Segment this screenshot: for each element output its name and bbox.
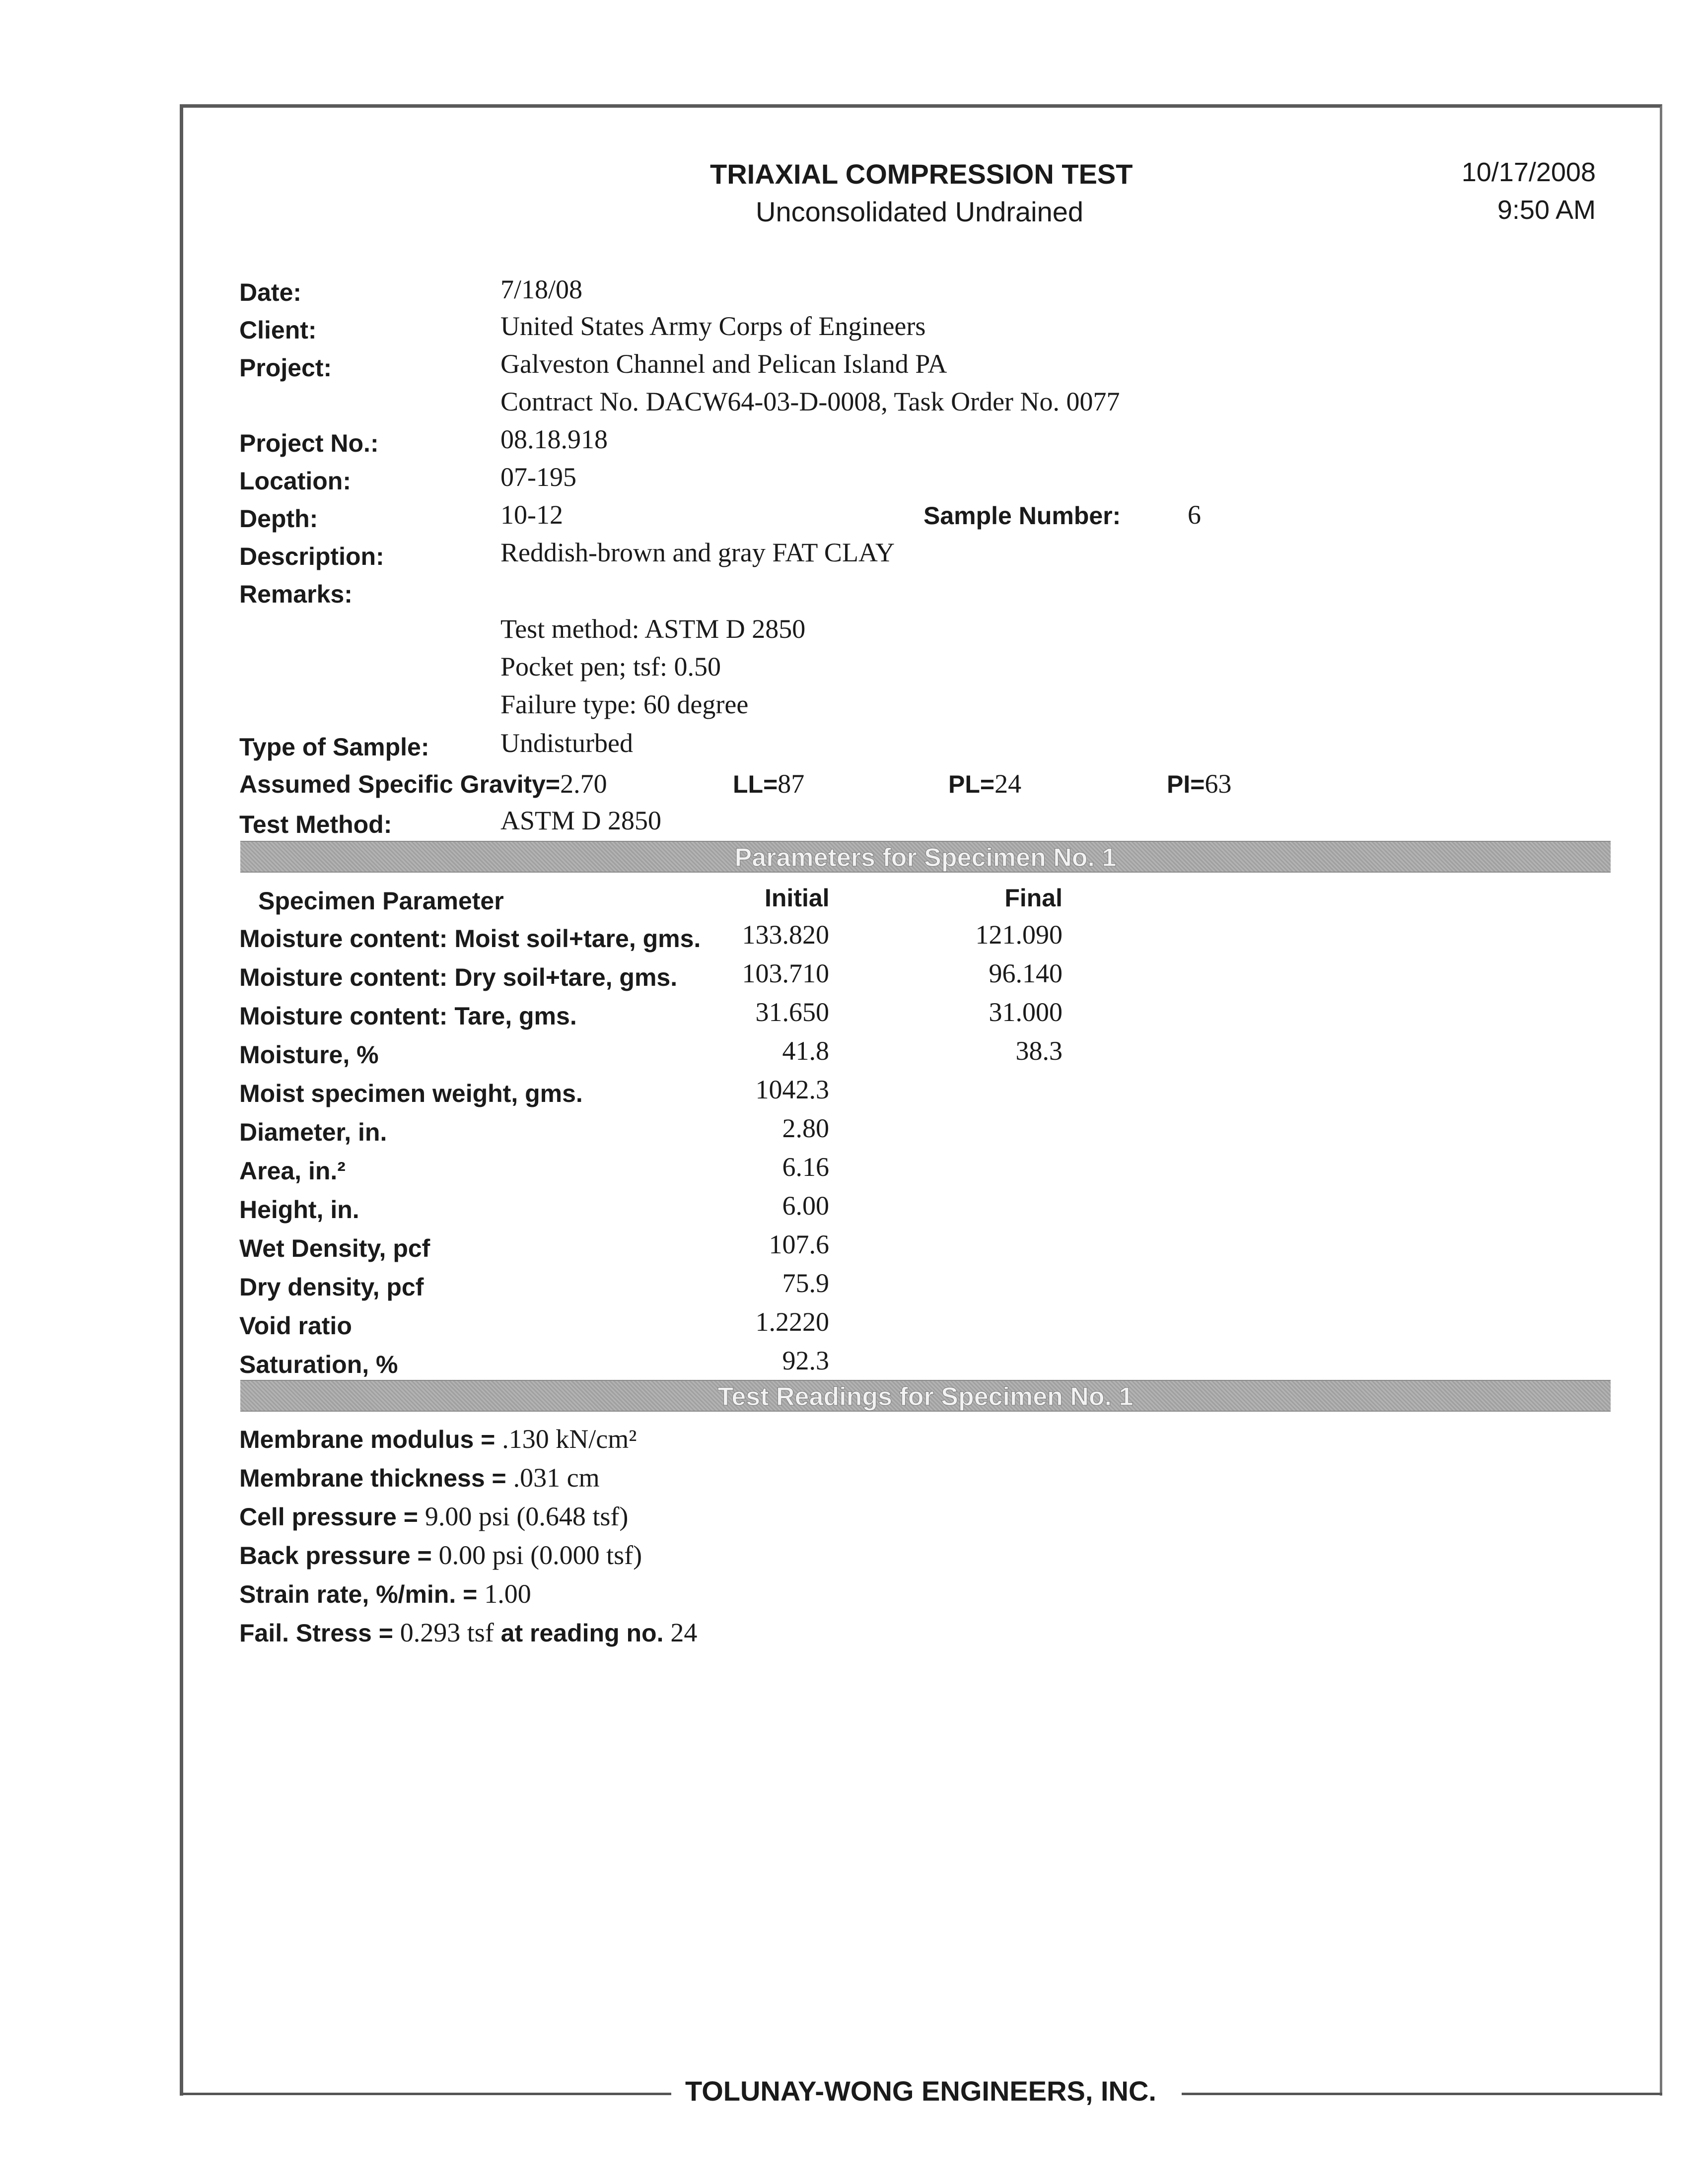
param-label: Area, in.²	[239, 1157, 346, 1185]
pl-label: PL=	[948, 770, 995, 798]
param-initial: 41.8	[782, 1036, 829, 1066]
remark-line: Test method: ASTM D 2850	[500, 614, 806, 644]
remark-line: Pocket pen; tsf: 0.50	[500, 652, 721, 682]
membrane-thickness-label: Membrane thickness =	[239, 1464, 513, 1492]
param-initial: 103.710	[742, 958, 829, 988]
pi-item	[1167, 768, 1231, 799]
depth-label: Depth:	[239, 505, 318, 533]
membrane-modulus-row	[239, 1424, 637, 1454]
membrane-thickness-row	[239, 1462, 600, 1493]
project-contract: Contract No. DACW64-03-D-0008, Task Order No. 0077	[500, 387, 1120, 416]
param-final: 121.090	[975, 920, 1062, 950]
param-initial: 92.3	[782, 1346, 829, 1375]
param-initial: 133.820	[742, 920, 829, 950]
membrane-modulus-value: .130 kN/cm²	[502, 1424, 637, 1454]
col-specimen-parameter: Specimen Parameter	[258, 887, 504, 915]
description-label: Description:	[239, 543, 384, 570]
reading-no-value: 24	[670, 1618, 698, 1647]
footer-rule-right	[1182, 2093, 1662, 2095]
parameters-banner-text: Parameters for Specimen No. 1	[734, 843, 1117, 872]
back-pressure-value: 0.00 psi (0.000 tsf)	[438, 1540, 642, 1570]
type-value: Undisturbed	[500, 728, 633, 758]
date-label: Date:	[239, 278, 302, 306]
date-value: 7/18/08	[500, 274, 583, 304]
type-label: Type of Sample:	[239, 733, 429, 761]
param-label: Void ratio	[239, 1312, 352, 1340]
print-time: 9:50 AM	[1497, 195, 1596, 225]
ll-item	[733, 768, 804, 799]
back-pressure-row	[239, 1540, 642, 1570]
param-label: Moisture content: Dry soil+tare, gms.	[239, 963, 678, 991]
report-subtitle: Unconsolidated Undrained	[756, 196, 1083, 227]
test-method-value: ASTM D 2850	[500, 806, 662, 835]
param-final: 96.140	[989, 958, 1062, 988]
gravity-label: Assumed Specific Gravity=	[239, 770, 561, 798]
pl-value: 24	[994, 769, 1022, 799]
col-initial: Initial	[765, 884, 830, 912]
param-initial: 107.6	[769, 1229, 829, 1259]
remarks-label: Remarks:	[239, 580, 353, 608]
param-initial: 31.650	[755, 997, 829, 1027]
param-initial: 6.16	[782, 1152, 829, 1182]
param-final: 38.3	[1015, 1036, 1062, 1066]
location-label: Location:	[239, 467, 351, 495]
gravity-value: 2.70	[560, 769, 607, 799]
param-label: Moisture, %	[239, 1041, 379, 1069]
cell-pressure-label: Cell pressure =	[239, 1503, 425, 1531]
fail-stress-value: 0.293 tsf	[400, 1618, 494, 1647]
sample-number-label: Sample Number:	[923, 502, 1121, 530]
gravity-row	[239, 768, 607, 799]
param-label: Moisture content: Moist soil+tare, gms.	[239, 925, 701, 953]
parameters-banner	[240, 841, 1611, 873]
reading-no-label: at reading no.	[494, 1619, 671, 1647]
param-label: Dry density, pcf	[239, 1273, 424, 1301]
param-label: Diameter, in.	[239, 1118, 387, 1146]
remark-line: Failure type: 60 degree	[500, 689, 749, 719]
client-label: Client:	[239, 316, 317, 344]
strain-rate-value: 1.00	[484, 1579, 531, 1609]
sample-number-value: 6	[1188, 500, 1201, 530]
ll-label: LL=	[733, 770, 778, 798]
param-initial: 2.80	[782, 1113, 829, 1143]
param-label: Moist specimen weight, gms.	[239, 1080, 583, 1107]
param-initial: 75.9	[782, 1268, 829, 1298]
readings-banner	[240, 1380, 1611, 1412]
param-final: 31.000	[989, 997, 1062, 1027]
pl-item	[948, 768, 1021, 799]
pi-value: 63	[1204, 769, 1232, 799]
fail-stress-label: Fail. Stress =	[239, 1619, 400, 1647]
param-initial: 1.2220	[755, 1307, 829, 1337]
footer-rule-left	[180, 2093, 671, 2095]
readings-banner-text: Test Readings for Specimen No. 1	[717, 1382, 1133, 1411]
strain-rate-row	[239, 1578, 531, 1609]
param-initial: 1042.3	[755, 1075, 829, 1104]
cell-pressure-row	[239, 1501, 628, 1532]
membrane-modulus-label: Membrane modulus =	[239, 1426, 502, 1453]
cell-pressure-value: 9.00 psi (0.648 tsf)	[425, 1502, 629, 1531]
location-value: 07-195	[500, 462, 576, 492]
client-value: United States Army Corps of Engineers	[500, 311, 926, 341]
company-name: TOLUNAY-WONG ENGINEERS, INC.	[685, 2075, 1156, 2107]
test-method-label: Test Method:	[239, 811, 392, 838]
col-final: Final	[1004, 884, 1062, 912]
project-value: Galveston Channel and Pelican Island PA	[500, 349, 947, 379]
project-label: Project:	[239, 354, 332, 382]
param-label: Saturation, %	[239, 1351, 398, 1378]
param-label: Moisture content: Tare, gms.	[239, 1002, 577, 1030]
print-date: 10/17/2008	[1461, 157, 1596, 187]
pi-label: PI=	[1167, 770, 1205, 798]
param-label: Height, in.	[239, 1196, 359, 1224]
project-no-label: Project No.:	[239, 429, 379, 457]
depth-value: 10-12	[500, 500, 563, 530]
membrane-thickness-value: .031 cm	[513, 1463, 600, 1493]
project-no-value: 08.18.918	[500, 424, 608, 454]
strain-rate-label: Strain rate, %/min. =	[239, 1580, 485, 1608]
ll-value: 87	[778, 769, 805, 799]
param-label: Wet Density, pcf	[239, 1234, 430, 1262]
param-initial: 6.00	[782, 1191, 829, 1221]
description-value: Reddish-brown and gray FAT CLAY	[500, 538, 895, 567]
report-title: TRIAXIAL COMPRESSION TEST	[710, 158, 1133, 190]
back-pressure-label: Back pressure =	[239, 1542, 439, 1570]
fail-stress-row	[239, 1617, 697, 1648]
